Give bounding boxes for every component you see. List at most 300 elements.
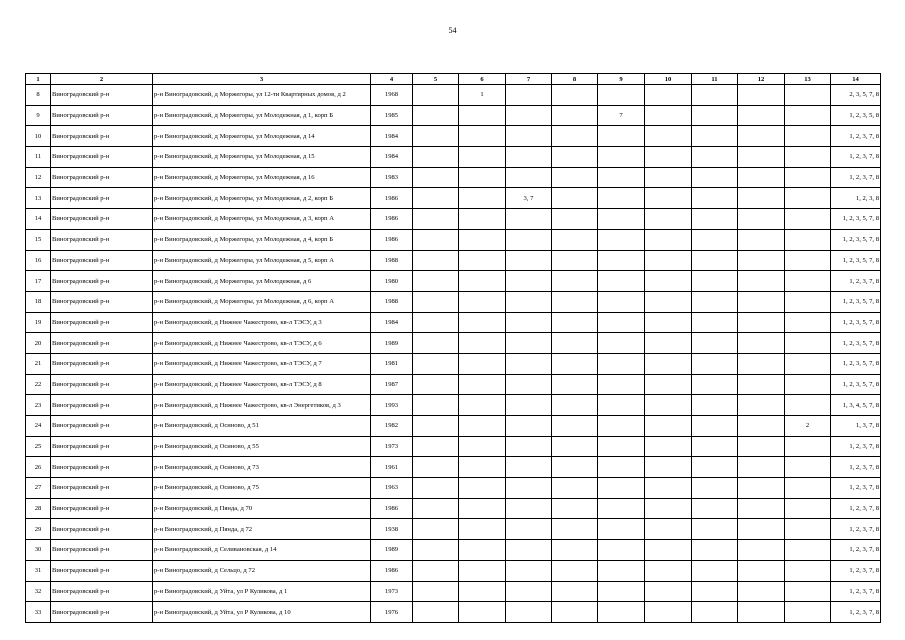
- year-cell: 1989: [371, 540, 413, 561]
- col8-cell: [552, 395, 598, 416]
- col8-cell: [552, 229, 598, 250]
- address-cell: р-н Виноградовский, д Моржегоры, ул Молодежная, д 14: [153, 126, 371, 147]
- col10-cell: [645, 374, 692, 395]
- district-cell: Виноградовский р-н: [51, 85, 153, 106]
- col10-cell: [645, 478, 692, 499]
- col5-cell: [413, 581, 459, 602]
- col14-cell: 1, 2, 3, 5, 8: [831, 105, 881, 126]
- col13-cell: [785, 374, 831, 395]
- district-cell: Виноградовский р-н: [51, 519, 153, 540]
- col12-cell: [738, 416, 785, 437]
- col9-cell: [598, 147, 645, 168]
- col10-cell: [645, 250, 692, 271]
- col9-cell: [598, 540, 645, 561]
- col11-cell: [692, 498, 738, 519]
- col7-cell: [506, 374, 552, 395]
- column-header: 12: [738, 74, 785, 85]
- col7-cell: [506, 395, 552, 416]
- col12-cell: [738, 250, 785, 271]
- table-row: [26, 374, 881, 395]
- col10-cell: [645, 271, 692, 292]
- row-number: 14: [26, 209, 51, 230]
- col13-cell: [785, 560, 831, 581]
- col8-cell: [552, 167, 598, 188]
- col6-cell: [459, 498, 506, 519]
- col7-cell: [506, 312, 552, 333]
- col8-cell: [552, 416, 598, 437]
- table-row: [26, 519, 881, 540]
- col7-cell: [506, 250, 552, 271]
- col5-cell: [413, 250, 459, 271]
- col9-cell: [598, 395, 645, 416]
- col11-cell: [692, 478, 738, 499]
- col14-cell: 1, 2, 3, 5, 7, 8: [831, 374, 881, 395]
- column-header: 13: [785, 74, 831, 85]
- col14-cell: 1, 2, 3, 7, 8: [831, 457, 881, 478]
- col8-cell: [552, 271, 598, 292]
- col7-cell: [506, 353, 552, 374]
- col7-cell: [506, 478, 552, 499]
- year-cell: 1986: [371, 498, 413, 519]
- col8-cell: [552, 147, 598, 168]
- address-cell: р-н Виноградовский, д Нижнее Чажестрово, кв-л Энергетиков, д 3: [153, 395, 371, 416]
- col11-cell: [692, 209, 738, 230]
- district-cell: Виноградовский р-н: [51, 291, 153, 312]
- col14-cell: 1, 2, 3, 7, 8: [831, 271, 881, 292]
- col13-cell: [785, 333, 831, 354]
- col6-cell: [459, 436, 506, 457]
- col14-cell: 1, 2, 3, 8: [831, 188, 881, 209]
- col12-cell: [738, 602, 785, 623]
- col11-cell: [692, 229, 738, 250]
- col11-cell: [692, 271, 738, 292]
- district-cell: Виноградовский р-н: [51, 271, 153, 292]
- col13-cell: [785, 353, 831, 374]
- address-cell: р-н Виноградовский, д Осиново, д 73: [153, 457, 371, 478]
- col12-cell: [738, 395, 785, 416]
- col11-cell: [692, 560, 738, 581]
- address-cell: р-н Виноградовский, д Моржегоры, ул Молодежная, д 3, корп А: [153, 209, 371, 230]
- col6-cell: [459, 271, 506, 292]
- col13-cell: 2: [785, 416, 831, 437]
- col9-cell: [598, 581, 645, 602]
- col14-cell: 1, 2, 3, 5, 7, 8: [831, 333, 881, 354]
- col11-cell: [692, 353, 738, 374]
- district-cell: Виноградовский р-н: [51, 581, 153, 602]
- year-cell: 1986: [371, 209, 413, 230]
- col6-cell: [459, 560, 506, 581]
- col10-cell: [645, 395, 692, 416]
- col10-cell: [645, 167, 692, 188]
- col8-cell: [552, 519, 598, 540]
- col7-cell: [506, 167, 552, 188]
- col6-cell: [459, 291, 506, 312]
- year-cell: 1988: [371, 291, 413, 312]
- col8-cell: [552, 540, 598, 561]
- col10-cell: [645, 436, 692, 457]
- col11-cell: [692, 395, 738, 416]
- address-cell: р-н Виноградовский, д Сельцо, д 72: [153, 560, 371, 581]
- col9-cell: [598, 498, 645, 519]
- column-header: 8: [552, 74, 598, 85]
- row-number: 26: [26, 457, 51, 478]
- col11-cell: [692, 333, 738, 354]
- col7-cell: [506, 333, 552, 354]
- col8-cell: [552, 602, 598, 623]
- col8-cell: [552, 126, 598, 147]
- col14-cell: 1, 2, 3, 7, 8: [831, 126, 881, 147]
- col9-cell: [598, 519, 645, 540]
- row-number: 33: [26, 602, 51, 623]
- col5-cell: [413, 209, 459, 230]
- col14-cell: 1, 2, 3, 7, 8: [831, 540, 881, 561]
- col7-cell: [506, 519, 552, 540]
- year-cell: 1961: [371, 457, 413, 478]
- col5-cell: [413, 147, 459, 168]
- col11-cell: [692, 602, 738, 623]
- col6-cell: [459, 126, 506, 147]
- col6-cell: [459, 478, 506, 499]
- col12-cell: [738, 560, 785, 581]
- district-cell: Виноградовский р-н: [51, 312, 153, 333]
- col10-cell: [645, 147, 692, 168]
- col14-cell: 1, 2, 3, 7, 8: [831, 167, 881, 188]
- col5-cell: [413, 519, 459, 540]
- year-cell: 1938: [371, 519, 413, 540]
- col6-cell: [459, 333, 506, 354]
- col6-cell: [459, 105, 506, 126]
- district-cell: Виноградовский р-н: [51, 374, 153, 395]
- col5-cell: [413, 560, 459, 581]
- col10-cell: [645, 602, 692, 623]
- col11-cell: [692, 581, 738, 602]
- col7-cell: [506, 602, 552, 623]
- col6-cell: [459, 519, 506, 540]
- col8-cell: [552, 333, 598, 354]
- year-cell: 1989: [371, 333, 413, 354]
- district-cell: Виноградовский р-н: [51, 333, 153, 354]
- column-header: 5: [413, 74, 459, 85]
- col13-cell: [785, 167, 831, 188]
- col7-cell: [506, 229, 552, 250]
- column-header: 4: [371, 74, 413, 85]
- column-header: 2: [51, 74, 153, 85]
- row-number: 31: [26, 560, 51, 581]
- column-header: 10: [645, 74, 692, 85]
- row-number: 13: [26, 188, 51, 209]
- district-cell: Виноградовский р-н: [51, 436, 153, 457]
- table-row: [26, 250, 881, 271]
- table-row: [26, 291, 881, 312]
- col14-cell: 1, 2, 3, 7, 8: [831, 147, 881, 168]
- district-cell: Виноградовский р-н: [51, 188, 153, 209]
- col11-cell: [692, 312, 738, 333]
- col5-cell: [413, 353, 459, 374]
- col7-cell: [506, 581, 552, 602]
- col12-cell: [738, 333, 785, 354]
- col12-cell: [738, 519, 785, 540]
- col6-cell: [459, 457, 506, 478]
- col14-cell: 1, 2, 3, 7, 8: [831, 581, 881, 602]
- district-cell: Виноградовский р-н: [51, 457, 153, 478]
- table-row: [26, 105, 881, 126]
- col6-cell: [459, 540, 506, 561]
- col12-cell: [738, 167, 785, 188]
- col14-cell: 1, 2, 3, 7, 8: [831, 602, 881, 623]
- col7-cell: [506, 209, 552, 230]
- col8-cell: [552, 560, 598, 581]
- row-number: 12: [26, 167, 51, 188]
- year-cell: 1988: [371, 250, 413, 271]
- year-cell: 1984: [371, 147, 413, 168]
- district-cell: Виноградовский р-н: [51, 147, 153, 168]
- district-cell: Виноградовский р-н: [51, 209, 153, 230]
- col6-cell: [459, 209, 506, 230]
- table-row: [26, 167, 881, 188]
- col11-cell: [692, 105, 738, 126]
- col10-cell: [645, 105, 692, 126]
- row-number: 10: [26, 126, 51, 147]
- col14-cell: 1, 2, 3, 5, 7, 8: [831, 209, 881, 230]
- district-cell: Виноградовский р-н: [51, 126, 153, 147]
- col7-cell: [506, 457, 552, 478]
- col6-cell: 1: [459, 85, 506, 106]
- col5-cell: [413, 126, 459, 147]
- col5-cell: [413, 540, 459, 561]
- col10-cell: [645, 540, 692, 561]
- table-row: [26, 271, 881, 292]
- col9-cell: [598, 436, 645, 457]
- col7-cell: [506, 540, 552, 561]
- col5-cell: [413, 167, 459, 188]
- col12-cell: [738, 209, 785, 230]
- col9-cell: [598, 374, 645, 395]
- district-cell: Виноградовский р-н: [51, 105, 153, 126]
- row-number: 28: [26, 498, 51, 519]
- col14-cell: 1, 3, 4, 5, 7, 8: [831, 395, 881, 416]
- col9-cell: [598, 209, 645, 230]
- address-cell: р-н Виноградовский, д Нижнее Чажестрово, кв-л ТЭСУ, д 6: [153, 333, 371, 354]
- col13-cell: [785, 312, 831, 333]
- table-row: [26, 457, 881, 478]
- year-cell: 1984: [371, 126, 413, 147]
- col9-cell: [598, 312, 645, 333]
- col10-cell: [645, 457, 692, 478]
- row-number: 22: [26, 374, 51, 395]
- column-header: 9: [598, 74, 645, 85]
- row-number: 11: [26, 147, 51, 168]
- col12-cell: [738, 581, 785, 602]
- col6-cell: [459, 581, 506, 602]
- column-header: 14: [831, 74, 881, 85]
- col11-cell: [692, 374, 738, 395]
- table-row: [26, 147, 881, 168]
- district-cell: Виноградовский р-н: [51, 353, 153, 374]
- address-cell: р-н Виноградовский, д Пянда, д 70: [153, 498, 371, 519]
- col10-cell: [645, 581, 692, 602]
- table-row: [26, 333, 881, 354]
- address-cell: р-н Виноградовский, д Нижнее Чажестрово, кв-л ТЭСУ, д 8: [153, 374, 371, 395]
- col7-cell: [506, 560, 552, 581]
- address-cell: р-н Виноградовский, д Нижнее Чажестрово, кв-л ТЭСУ, д 3: [153, 312, 371, 333]
- row-number: 27: [26, 478, 51, 499]
- col10-cell: [645, 85, 692, 106]
- table-row: [26, 416, 881, 437]
- year-cell: 1981: [371, 353, 413, 374]
- col8-cell: [552, 209, 598, 230]
- col12-cell: [738, 291, 785, 312]
- col13-cell: [785, 457, 831, 478]
- address-cell: р-н Виноградовский, д Уйта, ул Р Куликова, д 10: [153, 602, 371, 623]
- col14-cell: 1, 2, 3, 7, 8: [831, 436, 881, 457]
- address-cell: р-н Виноградовский, д Осиново, д 75: [153, 478, 371, 499]
- year-cell: 1993: [371, 395, 413, 416]
- col7-cell: [506, 291, 552, 312]
- col7-cell: [506, 436, 552, 457]
- col6-cell: [459, 167, 506, 188]
- table-row: [26, 602, 881, 623]
- col12-cell: [738, 271, 785, 292]
- col12-cell: [738, 498, 785, 519]
- address-cell: р-н Виноградовский, д Осиново, д 51: [153, 416, 371, 437]
- col7-cell: 3, 7: [506, 188, 552, 209]
- district-cell: Виноградовский р-н: [51, 167, 153, 188]
- district-cell: Виноградовский р-н: [51, 498, 153, 519]
- col8-cell: [552, 457, 598, 478]
- row-number: 32: [26, 581, 51, 602]
- col7-cell: [506, 85, 552, 106]
- col6-cell: [459, 353, 506, 374]
- col14-cell: 1, 2, 3, 5, 7, 8: [831, 353, 881, 374]
- col10-cell: [645, 291, 692, 312]
- year-cell: 1982: [371, 416, 413, 437]
- col14-cell: 1, 2, 3, 5, 7, 8: [831, 291, 881, 312]
- address-cell: р-н Виноградовский, д Осиново, д 55: [153, 436, 371, 457]
- col6-cell: [459, 312, 506, 333]
- col13-cell: [785, 519, 831, 540]
- col5-cell: [413, 498, 459, 519]
- col14-cell: 1, 2, 3, 7, 8: [831, 478, 881, 499]
- address-cell: р-н Виноградовский, д Пянда, д 72: [153, 519, 371, 540]
- col13-cell: [785, 105, 831, 126]
- col10-cell: [645, 498, 692, 519]
- col6-cell: [459, 188, 506, 209]
- district-cell: Виноградовский р-н: [51, 395, 153, 416]
- table-row: [26, 353, 881, 374]
- col9-cell: [598, 416, 645, 437]
- col14-cell: 1, 2, 3, 5, 7, 8: [831, 312, 881, 333]
- col10-cell: [645, 312, 692, 333]
- col12-cell: [738, 436, 785, 457]
- col12-cell: [738, 457, 785, 478]
- col11-cell: [692, 519, 738, 540]
- col9-cell: [598, 478, 645, 499]
- district-cell: Виноградовский р-н: [51, 478, 153, 499]
- col12-cell: [738, 374, 785, 395]
- col13-cell: [785, 498, 831, 519]
- col13-cell: [785, 540, 831, 561]
- col11-cell: [692, 85, 738, 106]
- district-cell: Виноградовский р-н: [51, 229, 153, 250]
- address-cell: р-н Виноградовский, д Моржегоры, ул Молодежная, д 16: [153, 167, 371, 188]
- year-cell: 1984: [371, 312, 413, 333]
- col5-cell: [413, 291, 459, 312]
- col7-cell: [506, 416, 552, 437]
- year-cell: 1986: [371, 188, 413, 209]
- col5-cell: [413, 602, 459, 623]
- col7-cell: [506, 271, 552, 292]
- col7-cell: [506, 105, 552, 126]
- row-number: 24: [26, 416, 51, 437]
- table-row: [26, 312, 881, 333]
- row-number: 23: [26, 395, 51, 416]
- address-cell: р-н Виноградовский, д Нижнее Чажестрово, кв-л ТЭСУ, д 7: [153, 353, 371, 374]
- col5-cell: [413, 312, 459, 333]
- row-number: 9: [26, 105, 51, 126]
- col12-cell: [738, 85, 785, 106]
- col13-cell: [785, 271, 831, 292]
- col8-cell: [552, 478, 598, 499]
- col9-cell: [598, 126, 645, 147]
- table-row: [26, 126, 881, 147]
- col11-cell: [692, 540, 738, 561]
- district-cell: Виноградовский р-н: [51, 540, 153, 561]
- col13-cell: [785, 229, 831, 250]
- col11-cell: [692, 436, 738, 457]
- table-row: [26, 436, 881, 457]
- col10-cell: [645, 209, 692, 230]
- district-cell: Виноградовский р-н: [51, 250, 153, 271]
- address-cell: р-н Виноградовский, д Моржегоры, ул Молодежная, д 5, корп А: [153, 250, 371, 271]
- year-cell: 1976: [371, 602, 413, 623]
- header-row: [26, 74, 881, 85]
- row-number: 18: [26, 291, 51, 312]
- col5-cell: [413, 436, 459, 457]
- col10-cell: [645, 229, 692, 250]
- year-cell: 1963: [371, 478, 413, 499]
- col5-cell: [413, 271, 459, 292]
- col10-cell: [645, 519, 692, 540]
- col5-cell: [413, 478, 459, 499]
- col5-cell: [413, 333, 459, 354]
- col5-cell: [413, 395, 459, 416]
- year-cell: 1983: [371, 167, 413, 188]
- col11-cell: [692, 147, 738, 168]
- address-cell: р-н Виноградовский, д Моржегоры, ул Молодежная, д 1, корп Б: [153, 105, 371, 126]
- col7-cell: [506, 126, 552, 147]
- col9-cell: [598, 167, 645, 188]
- district-cell: Виноградовский р-н: [51, 602, 153, 623]
- col12-cell: [738, 478, 785, 499]
- col8-cell: [552, 581, 598, 602]
- col14-cell: 1, 2, 3, 5, 7, 8: [831, 250, 881, 271]
- row-number: 17: [26, 271, 51, 292]
- address-cell: р-н Виноградовский, д Уйта, ул Р Куликова, д 1: [153, 581, 371, 602]
- column-header: 1: [26, 74, 51, 85]
- col13-cell: [785, 291, 831, 312]
- col6-cell: [459, 147, 506, 168]
- col5-cell: [413, 416, 459, 437]
- col9-cell: [598, 333, 645, 354]
- col5-cell: [413, 85, 459, 106]
- col9-cell: [598, 560, 645, 581]
- col6-cell: [459, 416, 506, 437]
- year-cell: 1968: [371, 85, 413, 106]
- col11-cell: [692, 188, 738, 209]
- col13-cell: [785, 85, 831, 106]
- col12-cell: [738, 312, 785, 333]
- col9-cell: [598, 229, 645, 250]
